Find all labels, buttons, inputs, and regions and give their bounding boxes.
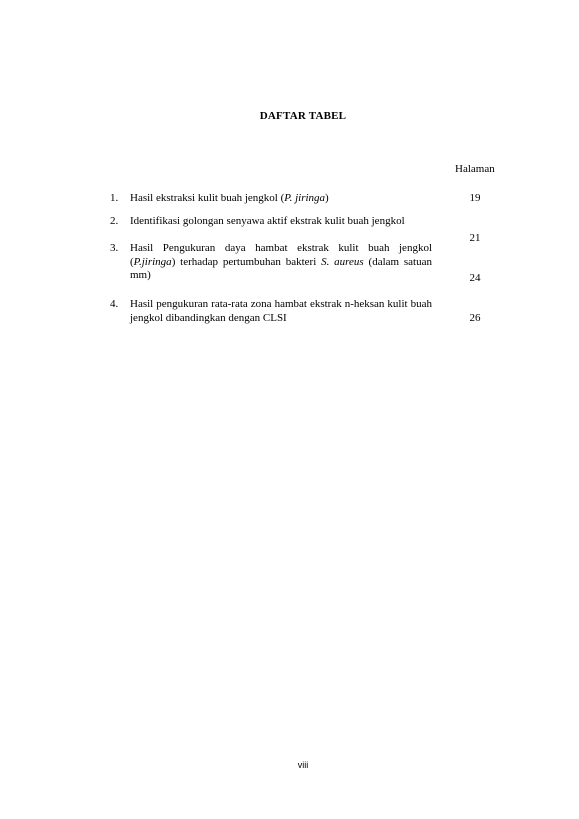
page-title: DAFTAR TABEL xyxy=(259,110,347,122)
entry-text: Hasil pengukuran rata-rata zona hambat ekstrak n-heksan kulit buah jengkol dibandingkan dengan CLSI xyxy=(130,298,432,324)
entry-number: 4. xyxy=(110,298,119,310)
entry-text: Hasil ekstraksi kulit buah jengkol ( xyxy=(130,192,285,204)
entry-text: ) terhadap pertumbuhan bakteri xyxy=(171,255,322,268)
column-header-halaman: Halaman xyxy=(455,163,495,175)
entry-number: 1. xyxy=(110,192,119,204)
entry-title xyxy=(130,215,432,229)
entry-text: (dalam satuan mm) xyxy=(130,255,432,281)
entry-text-italic: P.jiringa xyxy=(133,255,172,268)
entry-title xyxy=(130,298,432,325)
entry-text: ) xyxy=(325,192,329,204)
entry-page-number: 19 xyxy=(469,192,481,204)
entry-text-italic: S. aureus xyxy=(321,255,364,268)
entry-title xyxy=(130,242,432,283)
entry-number: 2. xyxy=(110,215,119,227)
table-list-entry-3 xyxy=(110,242,432,283)
footer-page-number: viii xyxy=(297,760,309,770)
entry-text-italic: P. jiringa xyxy=(284,192,326,204)
entry-page-number: 21 xyxy=(469,232,481,244)
entry-text: Hasil Pengukuran daya hambat ekstrak kulit buah jengkol ( xyxy=(130,242,432,268)
entry-page-number: 26 xyxy=(469,312,481,324)
table-list-entry-1 xyxy=(110,192,432,206)
table-list-entry-4 xyxy=(110,298,432,325)
entry-number: 3. xyxy=(110,242,119,254)
entry-text: Identifikasi golongan senyawa aktif ekstrak kulit buah jengkol xyxy=(130,215,405,227)
entry-title xyxy=(130,192,432,206)
entry-page-number: 24 xyxy=(469,272,481,284)
table-list-entry-2 xyxy=(110,215,432,229)
